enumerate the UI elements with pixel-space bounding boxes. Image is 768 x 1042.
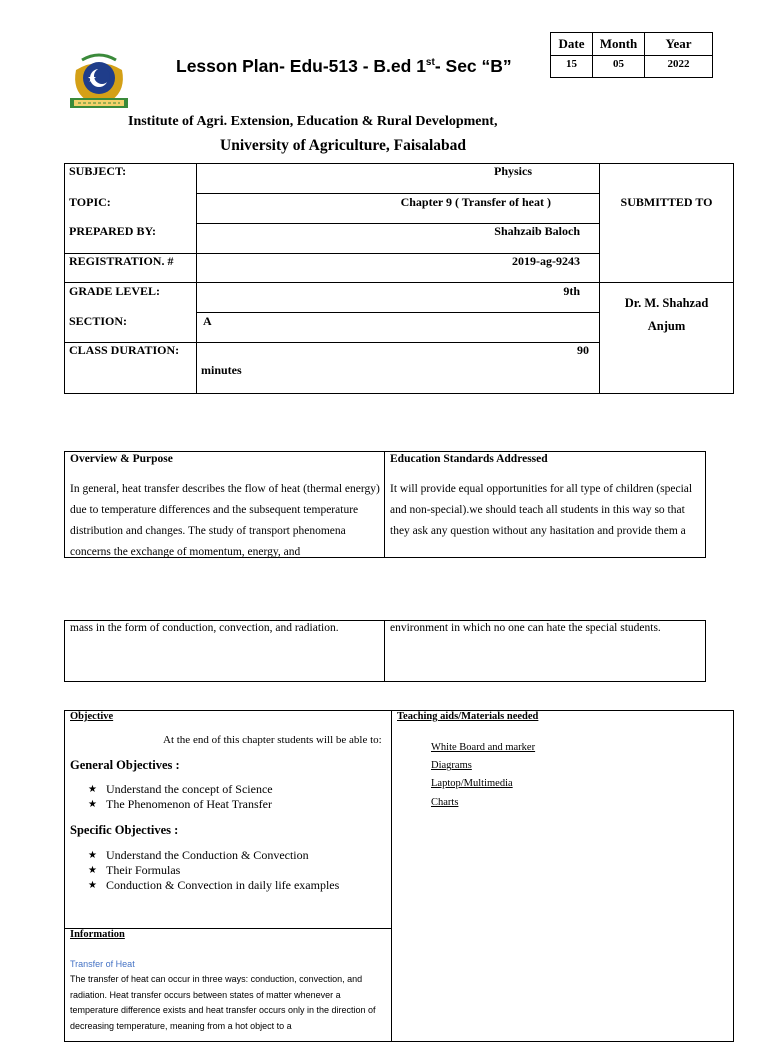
materials-heading: Teaching aids/Materials needed [397,711,539,722]
date-table [550,32,713,78]
info-table [64,163,734,394]
list-item: Diagrams [431,760,472,772]
submitted-to-name-line1: Dr. M. Shahzad [624,296,709,310]
year-header: Year [665,36,692,51]
list-item: ★ Understand the concept of Science [88,782,273,797]
prepared-by-label: PREPARED BY: [69,224,157,238]
subject-label: SUBJECT: [69,164,127,178]
date-value: 15 [566,58,577,70]
overview-continued-table [64,620,706,682]
list-item: ★ The Phenomenon of Heat Transfer [88,797,273,812]
information-text: The transfer of heat can occur in three ways: conduction, convection, and radiation. Heat transfer occurs between states of matter whenever a temperature difference exists and heat transfer occurs only in the direction of decreasing temperature, meaning from a hot object to a [70,974,376,1031]
materials-list [431,739,535,812]
class-duration-label: CLASS DURATION: [69,343,180,357]
objective-heading: Objective [70,711,114,722]
year-value: 2022 [667,58,690,70]
specific-objectives-heading: Specific Objectives : [70,823,179,837]
page-title: Lesson Plan- Edu-513 - B.ed 1st- Sec “B” [176,56,512,76]
topic-label: TOPIC: [69,195,111,209]
subject-value: Physics [493,164,532,178]
submitted-to-label: SUBMITTED TO [620,195,713,209]
section-label: SECTION: [69,314,128,328]
prepared-by-value: Shahzaib Baloch [494,224,580,238]
information-subheading: Transfer of Heat [70,959,135,969]
information-heading: Information [70,929,125,940]
list-item: White Board and marker [431,742,536,753]
overview-heading: Overview & Purpose [70,453,173,465]
standards-text-continued: environment in which no one can hate the special students. [390,622,661,634]
list-item: ★ Their Formulas [88,863,339,878]
general-objectives-heading: General Objectives : [70,758,180,772]
class-duration-unit: minutes [201,363,242,377]
grade-level-label: GRADE LEVEL: [69,284,161,298]
objective-intro: At the end of this chapter students will be able to: [163,734,382,746]
month-header: Month [599,36,638,51]
registration-label: REGISTRATION. # [69,254,174,268]
submitted-to-name-line2: Anjum [647,319,686,333]
section-value: A [203,314,212,328]
list-item: Laptop/Multimedia [431,778,513,790]
university-name: University of Agriculture, Faisalabad [220,137,466,154]
list-item: ★ Conduction & Convection in daily life examples [88,878,339,893]
objective-table [64,710,734,1042]
grade-level-value: 9th [563,284,580,298]
list-item: Charts [431,796,459,808]
standards-heading: Education Standards Addressed [390,453,548,465]
general-objectives-list [88,782,273,812]
month-value: 05 [613,58,624,70]
registration-value: 2019-ag-9243 [512,254,580,268]
specific-objectives-list [88,848,339,893]
topic-value: Chapter 9 ( Transfer of heat ) [400,195,551,209]
class-duration-value: 90 [577,343,589,357]
institute-name: Institute of Agri. Extension, Education & Rural Development, [128,114,498,129]
overview-text-continued: mass in the form of conduction, convection, and radiation. [70,622,339,634]
list-item: ★ Understand the Conduction & Convection [88,848,339,863]
standards-text: It will provide equal opportunities for all type of children (special and non-special).we should teach all students in this way so that they ask any question without any hasitation and provide them a [390,483,693,537]
university-logo [68,52,130,112]
date-header: Date [558,36,585,51]
overview-text: In general, heat transfer describes the flow of heat (thermal energy) due to temperature differences and the subsequent temperature distribution and changes. The study of transport phenomena concerns the exchange of momentum, energy, and [70,483,380,557]
overview-table [64,451,706,558]
